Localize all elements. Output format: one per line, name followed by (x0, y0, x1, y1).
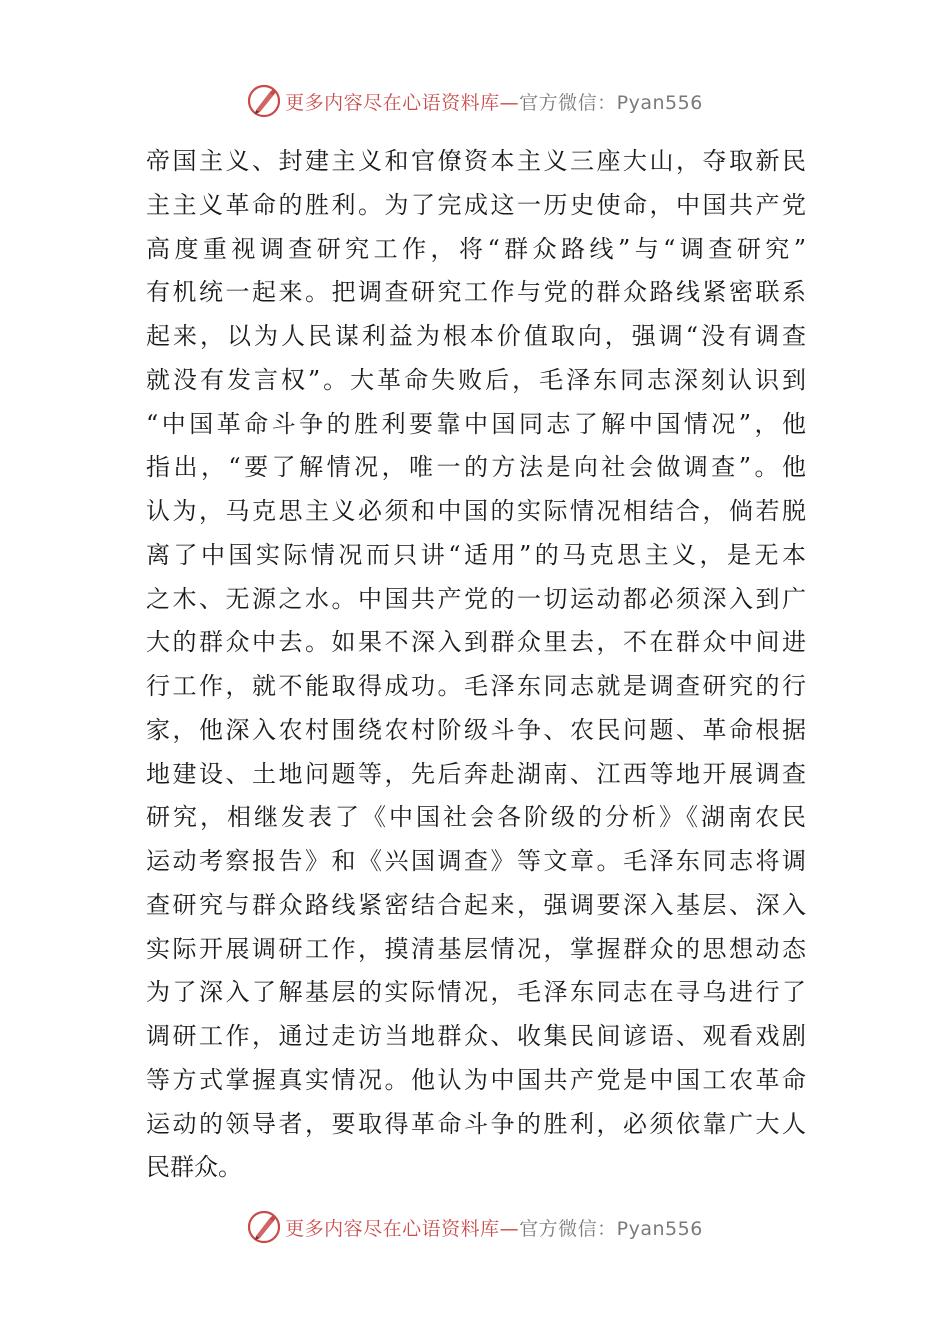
banner-text (285, 1214, 703, 1241)
body-line: 之木、无源之水。中国共产党的一切运动都必须深入到广 (146, 584, 806, 613)
document-body (146, 140, 806, 1190)
banner-site-text: 更多内容尽在心语资料库— (285, 91, 520, 114)
body-line: 调研工作，通过走访当地群众、收集民间谚语、观看戏剧 (146, 1022, 806, 1050)
body-line: 为了深入了解基层的实际情况，毛泽东同志在寻乌进行了 (146, 978, 806, 1007)
quill-pen-logo-icon (247, 1210, 281, 1244)
body-line: 查研究与群众路线紧密结合起来，强调要深入基层、深入 (146, 890, 806, 919)
quill-pen-logo-icon (247, 84, 281, 118)
body-line: 等方式掌握真实情况。他认为中国共产党是中国工农革命 (146, 1065, 806, 1094)
header-banner (0, 84, 950, 118)
footer-banner (0, 1210, 950, 1244)
body-line: 地建设、土地问题等，先后奔赴湖南、江西等地开展调查 (146, 759, 806, 788)
body-line: 大的群众中去。如果不深入到群众里去，不在群众中间进 (146, 628, 806, 657)
body-line: 行工作，就不能取得成功。毛泽东同志就是调查研究的行 (146, 672, 806, 700)
body-line: 家，他深入农村围绕农村阶级斗争、农民问题、革命根据 (146, 715, 806, 744)
banner-wechat-text: 官方微信：Pyan556 (519, 1217, 703, 1240)
banner-site-text: 更多内容尽在心语资料库— (285, 1217, 520, 1240)
body-line: 运动的领导者，要取得革命斗争的胜利，必须依靠广大人 (146, 1109, 806, 1138)
banner-wechat-text: 官方微信：Pyan556 (519, 91, 703, 114)
body-line: 认为，马克思主义必须和中国的实际情况相结合，倘若脱 (146, 497, 806, 525)
body-line: 起来，以为人民谋利益为根本价值取向，强调“没有调查 (146, 322, 806, 350)
body-line: 主主义革命的胜利。为了完成这一历史使命，中国共产党 (146, 190, 806, 219)
body-line: 高度重视调查研究工作，将“群众路线”与“调查研究” (146, 234, 806, 263)
body-line: 运动考察报告》和《兴国调查》等文章。毛泽东同志将调 (146, 847, 806, 875)
banner-text (285, 88, 703, 115)
body-line: “中国革命斗争的胜利要靠中国同志了解中国情况”，他 (146, 409, 806, 438)
body-line: 研究，相继发表了《中国社会各阶级的分析》《湖南农民 (146, 803, 806, 832)
body-line: 有机统一起来。把调查研究工作与党的群众路线紧密联系 (146, 278, 806, 307)
body-line: 实际开展调研工作，摸清基层情况，掌握群众的思想动态 (146, 934, 806, 963)
body-line: 就没有发言权”。大革命失败后，毛泽东同志深刻认识到 (146, 365, 806, 394)
body-line: 指出，“要了解情况，唯一的方法是向社会做调查”。他 (146, 453, 806, 482)
body-line: 帝国主义、封建主义和官僚资本主义三座大山，夺取新民 (146, 147, 806, 175)
body-line-last: 民群众。 (146, 1153, 242, 1182)
body-line: 离了中国实际情况而只讲“适用”的马克思主义，是无本 (146, 540, 806, 569)
